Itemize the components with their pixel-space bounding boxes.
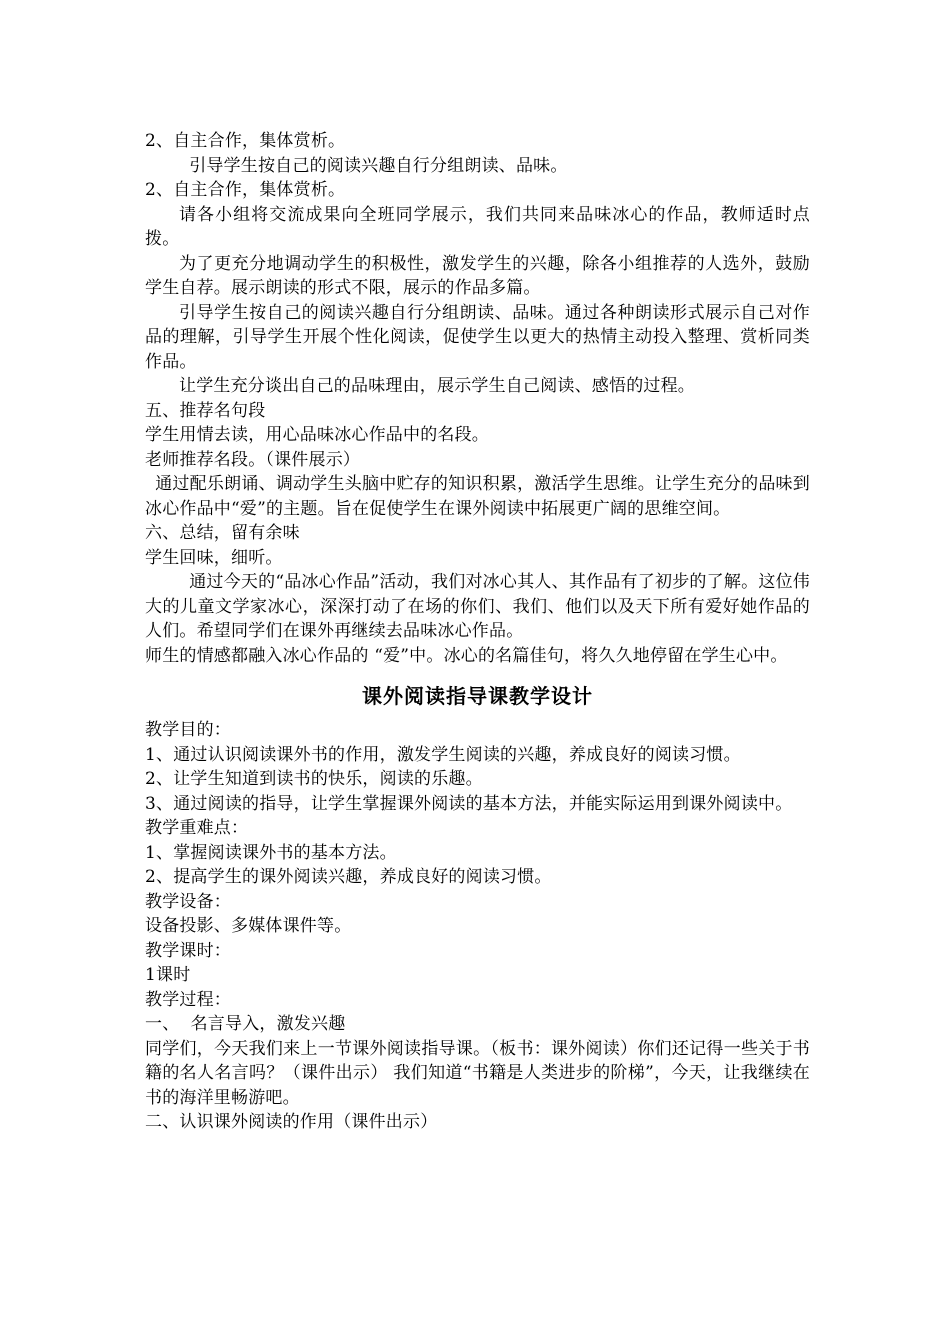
section-heading: 教学过程： <box>145 989 231 1010</box>
paragraph: 通过今天的“品冰心作品”活动，我们对冰心其人、其作品有了初步的了解。这位伟大的儿童文学家冰心，深深打动了在场的你们、我们、他们以及天下所有爱好她作品的人们。希望同学们在课外再继续去品味冰心作品。 <box>145 572 810 641</box>
list-item: 2、让学生知道到读书的快乐，阅读的乐趣。 <box>145 769 483 789</box>
paragraph: 2、自主合作，集体赏析。 <box>145 180 346 200</box>
paragraph: 老师推荐名段。（课件展示） <box>145 449 361 470</box>
paragraph: 设备投影、多媒体课件等。 <box>145 916 352 936</box>
paragraph: 1课时 <box>145 965 191 985</box>
paragraph: 让学生充分谈出自己的品味理由，展示学生自己阅读、感悟的过程。 <box>179 376 695 396</box>
document-body <box>145 129 810 1135</box>
document-title: 课外阅读指导课教学设计 <box>362 684 593 708</box>
section-heading: 教学设备： <box>145 891 231 912</box>
section-heading: 教学课时： <box>145 940 231 961</box>
list-item: 1、通过认识阅读课外书的作用，激发学生阅读的兴趣，养成良好的阅读习惯。 <box>145 744 741 765</box>
paragraph: 学生回味，细听。 <box>145 547 283 568</box>
paragraph: 引导学生按自己的阅读兴趣自行分组朗读、品味。 <box>189 155 568 176</box>
paragraph: 通过配乐朗诵、调动学生头脑中贮存的知识积累，激活学生思维。让学生充分的品味到冰心作品中“爱”的主题。旨在促使学生在课外阅读中拓展更广阔的思维空间。 <box>145 474 810 519</box>
section-heading: 五、推荐名句段 <box>145 400 266 421</box>
paragraph: 师生的情感都融入冰心作品的 “爱”中。冰心的名篇佳句，将久久地停留在学生心中。 <box>145 645 788 666</box>
paragraph: 同学们，今天我们来上一节课外阅读指导课。（板书：课外阅读）你们还记得一些关于书籍的名人名言吗？（课件出示） 我们知道“书籍是人类进步的阶梯”，今天，让我继续在书的海洋里畅游吧。 <box>145 1038 810 1108</box>
list-item: 2、提高学生的课外阅读兴趣，养成良好的阅读习惯。 <box>145 867 552 887</box>
paragraph: 学生用情去读，用心品味冰心作品中的名段。 <box>145 425 489 445</box>
paragraph: 为了更充分地调动学生的积极性，激发学生的兴趣，除各小组推荐的人选外，鼓励学生自荐。展示朗读的形式不限，展示的作品多篇。 <box>145 253 810 298</box>
paragraph: 引导学生按自己的阅读兴趣自行分组朗读、品味。通过各种朗读形式展示自己对作品的理解，引导学生开展个性化阅读，促使学生以更大的热情主动投入整理、赏析同类作品。 <box>145 302 810 372</box>
section-heading: 二、认识课外阅读的作用（课件出示） <box>145 1112 438 1132</box>
section-heading: 教学目的： <box>145 720 231 740</box>
paragraph: 请各小组将交流成果向全班同学展示，我们共同来品味冰心的作品，教师适时点拨。 <box>145 204 810 249</box>
section-heading: 一、 名言导入，激发兴趣 <box>145 1014 346 1034</box>
section-heading: 教学重难点： <box>145 818 249 838</box>
section-heading: 六、总结，留有余味 <box>145 523 300 543</box>
list-item: 3、通过阅读的指导，让学生掌握课外阅读的基本方法，并能实际运用到课外阅读中。 <box>145 793 793 814</box>
paragraph: 2、自主合作，集体赏析。 <box>145 131 346 151</box>
list-item: 1、掌握阅读课外书的基本方法。 <box>145 842 397 863</box>
